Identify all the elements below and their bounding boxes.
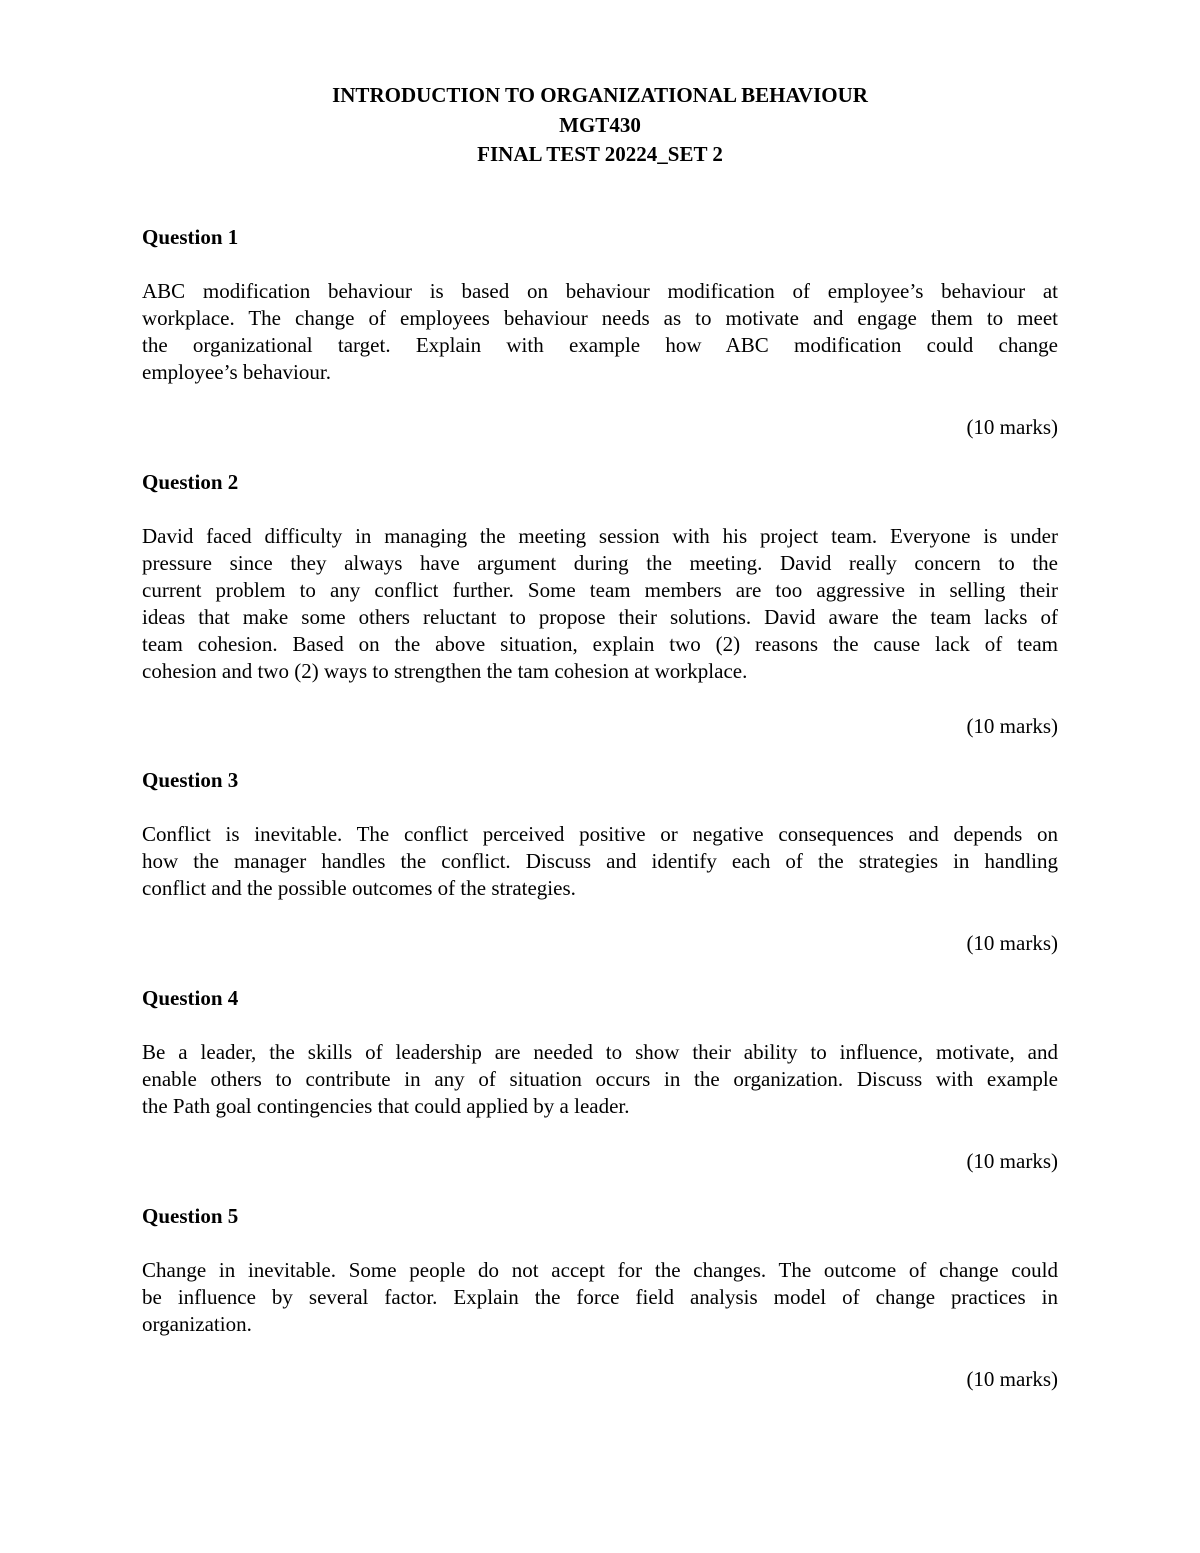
question-4-text: [142, 1039, 1058, 1120]
course-title: INTRODUCTION TO ORGANIZATIONAL BEHAVIOUR: [332, 83, 868, 107]
question-2-line: current problem to any conflict further. Some team members are too aggressive in selling their: [142, 578, 1058, 602]
question-1-marks: (10 marks): [966, 415, 1058, 439]
question-5-line: be influence by several factor. Explain the force field analysis model of change practices in: [142, 1285, 1058, 1309]
question-1-text: [142, 278, 1058, 386]
question-2-line: team cohesion. Based on the above situation, explain two (2) reasons the cause lack of team: [142, 632, 1058, 656]
question-3-text: [142, 821, 1058, 902]
question-1-line: workplace. The change of employees behaviour needs as to motivate and engage them to meet: [142, 306, 1058, 330]
question-2-heading: Question 2: [142, 470, 239, 494]
question-2-text: [142, 523, 1058, 685]
question-2-line: pressure since they always have argument during the meeting. David really concern to the: [142, 551, 1058, 575]
question-1-line: ABC modification behaviour is based on behaviour modification of employee’s behaviour at: [142, 279, 1058, 303]
question-3-marks: (10 marks): [966, 931, 1058, 955]
question-3-line: Conflict is inevitable. The conflict perceived positive or negative consequences and depends on: [142, 822, 1058, 846]
question-5-text: [142, 1257, 1058, 1338]
question-1-line: employee’s behaviour.: [142, 360, 331, 384]
question-3-heading: Question 3: [142, 768, 239, 792]
question-2-line: ideas that make some others reluctant to propose their solutions. David aware the team lacks of: [142, 605, 1058, 629]
question-5-line: organization.: [142, 1312, 252, 1336]
question-2-marks: (10 marks): [966, 714, 1058, 738]
question-4-marks: (10 marks): [966, 1149, 1058, 1173]
question-1-heading: Question 1: [142, 225, 239, 249]
question-5-heading: Question 5: [142, 1204, 239, 1228]
question-3-line: conflict and the possible outcomes of the strategies.: [142, 876, 576, 900]
question-3-line: how the manager handles the conflict. Discuss and identify each of the strategies in handling: [142, 849, 1058, 873]
question-5-marks: (10 marks): [966, 1367, 1058, 1391]
question-1-line: the organizational target. Explain with example how ABC modification could change: [142, 333, 1058, 357]
test-title: FINAL TEST 20224_SET 2: [477, 142, 723, 166]
question-4-line: enable others to contribute in any of situation occurs in the organization. Discuss with example: [142, 1067, 1058, 1091]
question-2-line: David faced difficulty in managing the meeting session with his project team. Everyone is under: [142, 524, 1058, 548]
question-2-line: cohesion and two (2) ways to strengthen the tam cohesion at workplace.: [142, 659, 748, 683]
question-4-line: the Path goal contingencies that could applied by a leader.: [142, 1094, 630, 1118]
question-4-heading: Question 4: [142, 986, 239, 1010]
question-4-line: Be a leader, the skills of leadership are needed to show their ability to influence, motivate, and: [142, 1040, 1058, 1064]
question-5-line: Change in inevitable. Some people do not accept for the changes. The outcome of change could: [142, 1258, 1058, 1282]
course-code: MGT430: [559, 113, 641, 137]
